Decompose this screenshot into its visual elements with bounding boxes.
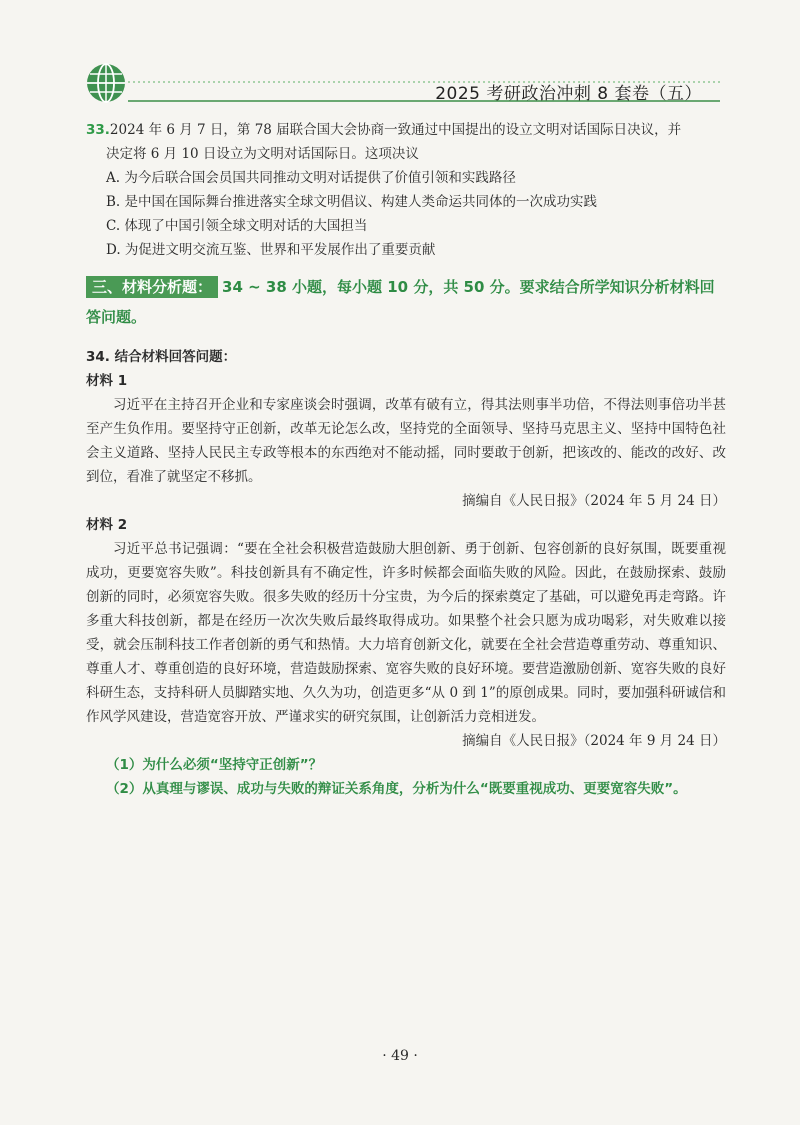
section-text: 34 ~ 38 小题，每小题 10 分，共 50 分。要求结合所学知识分析材料回答问题。 — [86, 278, 715, 326]
question-33-stem-line1: 2024 年 6 月 7 日，第 78 届联合国大会协商一致通过中国提出的设立文明对话国际日决议，并 — [109, 122, 682, 138]
question-33-number: 33. — [86, 122, 110, 138]
question-33-option-b: B. 是中国在国际舞台推进落实全球文明倡议、构建人类命运共同体的一次成功实践 — [106, 194, 598, 210]
question-33-stem — [86, 118, 726, 142]
section-heading — [86, 272, 726, 332]
question-33-option-d: D. 为促进文明交流互鉴、世界和平发展作出了重要贡献 — [106, 242, 436, 258]
material-2-title: 材料 2 — [86, 517, 128, 533]
question-33 — [86, 118, 726, 262]
material-1-source: 摘编自《人民日报》（2024 年 5 月 24 日） — [462, 493, 726, 509]
header-title: 2025 考研政治冲刺 8 套卷（五） — [435, 84, 702, 104]
question-33-stem-line2: 决定将 6 月 10 日设立为文明对话国际日。这项决议 — [106, 146, 419, 162]
material-2-source: 摘编自《人民日报》（2024 年 9 月 24 日） — [462, 733, 726, 749]
sub-question-1: （1）为什么必须“坚持守正创新”？ — [106, 757, 323, 773]
page-header — [0, 0, 800, 110]
material-2-text: 习近平总书记强调：“要在全社会积极营造鼓励大胆创新、勇于创新、包容创新的良好氛围，既要重视成功，更要宽容失败”。科技创新具有不确定性，许多时候都会面临失败的风险。因此，在鼓励探索、鼓励创新的同时，必须宽容失败。很多失败的经历十分宝贵，为今后的探索奠定了基础，可以避免再走弯路。许多重大科技创新，都是在经历一次次失败后最终取得成功。如果整个社会只愿为成功喝彩，对失败难以接受，就会压制科技工作者创新的勇气和热情。大力培育创新文化，就要在全社会营造尊重劳动、尊重知识、尊重人才、尊重创造的良好环境，营造鼓励探索、宽容失败的良好环境。要营造激励创新、宽容失败的良好科研生态，支持科研人员脚踏实地、久久为功，创造更多“从 0 到 1”的原创成果。同时，要加强科研诚信和作风学风建设，营造宽容开放、严谨求实的研究氛围，让创新活力竞相迸发。 — [86, 541, 726, 725]
question-33-option-c: C. 体现了中国引领全球文明对话的大国担当 — [106, 218, 368, 234]
material-1-text: 习近平在主持召开企业和专家座谈会时强调，改革有破有立，得其法则事半功倍，不得法则事倍功半甚至产生负作用。要坚持守正创新，改革无论怎么改，坚持党的全面领导、坚持马克思主义、坚持中国特色社会主义道路、坚持人民民主专政等根本的东西绝对不能动摇，同时要敢于创新，把该改的、能改的改好、改到位，看准了就坚定不移抓。 — [86, 397, 726, 485]
material-1-title: 材料 1 — [86, 373, 128, 389]
globe-logo-icon — [85, 62, 127, 104]
question-34-title: 34. 结合材料回答问题： — [86, 349, 237, 365]
question-34 — [86, 345, 726, 801]
page-number: · 49 · — [382, 1048, 418, 1064]
sub-question-2: （2）从真理与谬误、成功与失败的辩证关系角度，分析为什么“既要重视成功、更要宽容失败”。 — [106, 781, 687, 797]
section-label: 三、材料分析题： — [86, 276, 218, 298]
question-33-option-a: A. 为今后联合国会员国共同推动文明对话提供了价值引领和实践路径 — [106, 170, 516, 186]
